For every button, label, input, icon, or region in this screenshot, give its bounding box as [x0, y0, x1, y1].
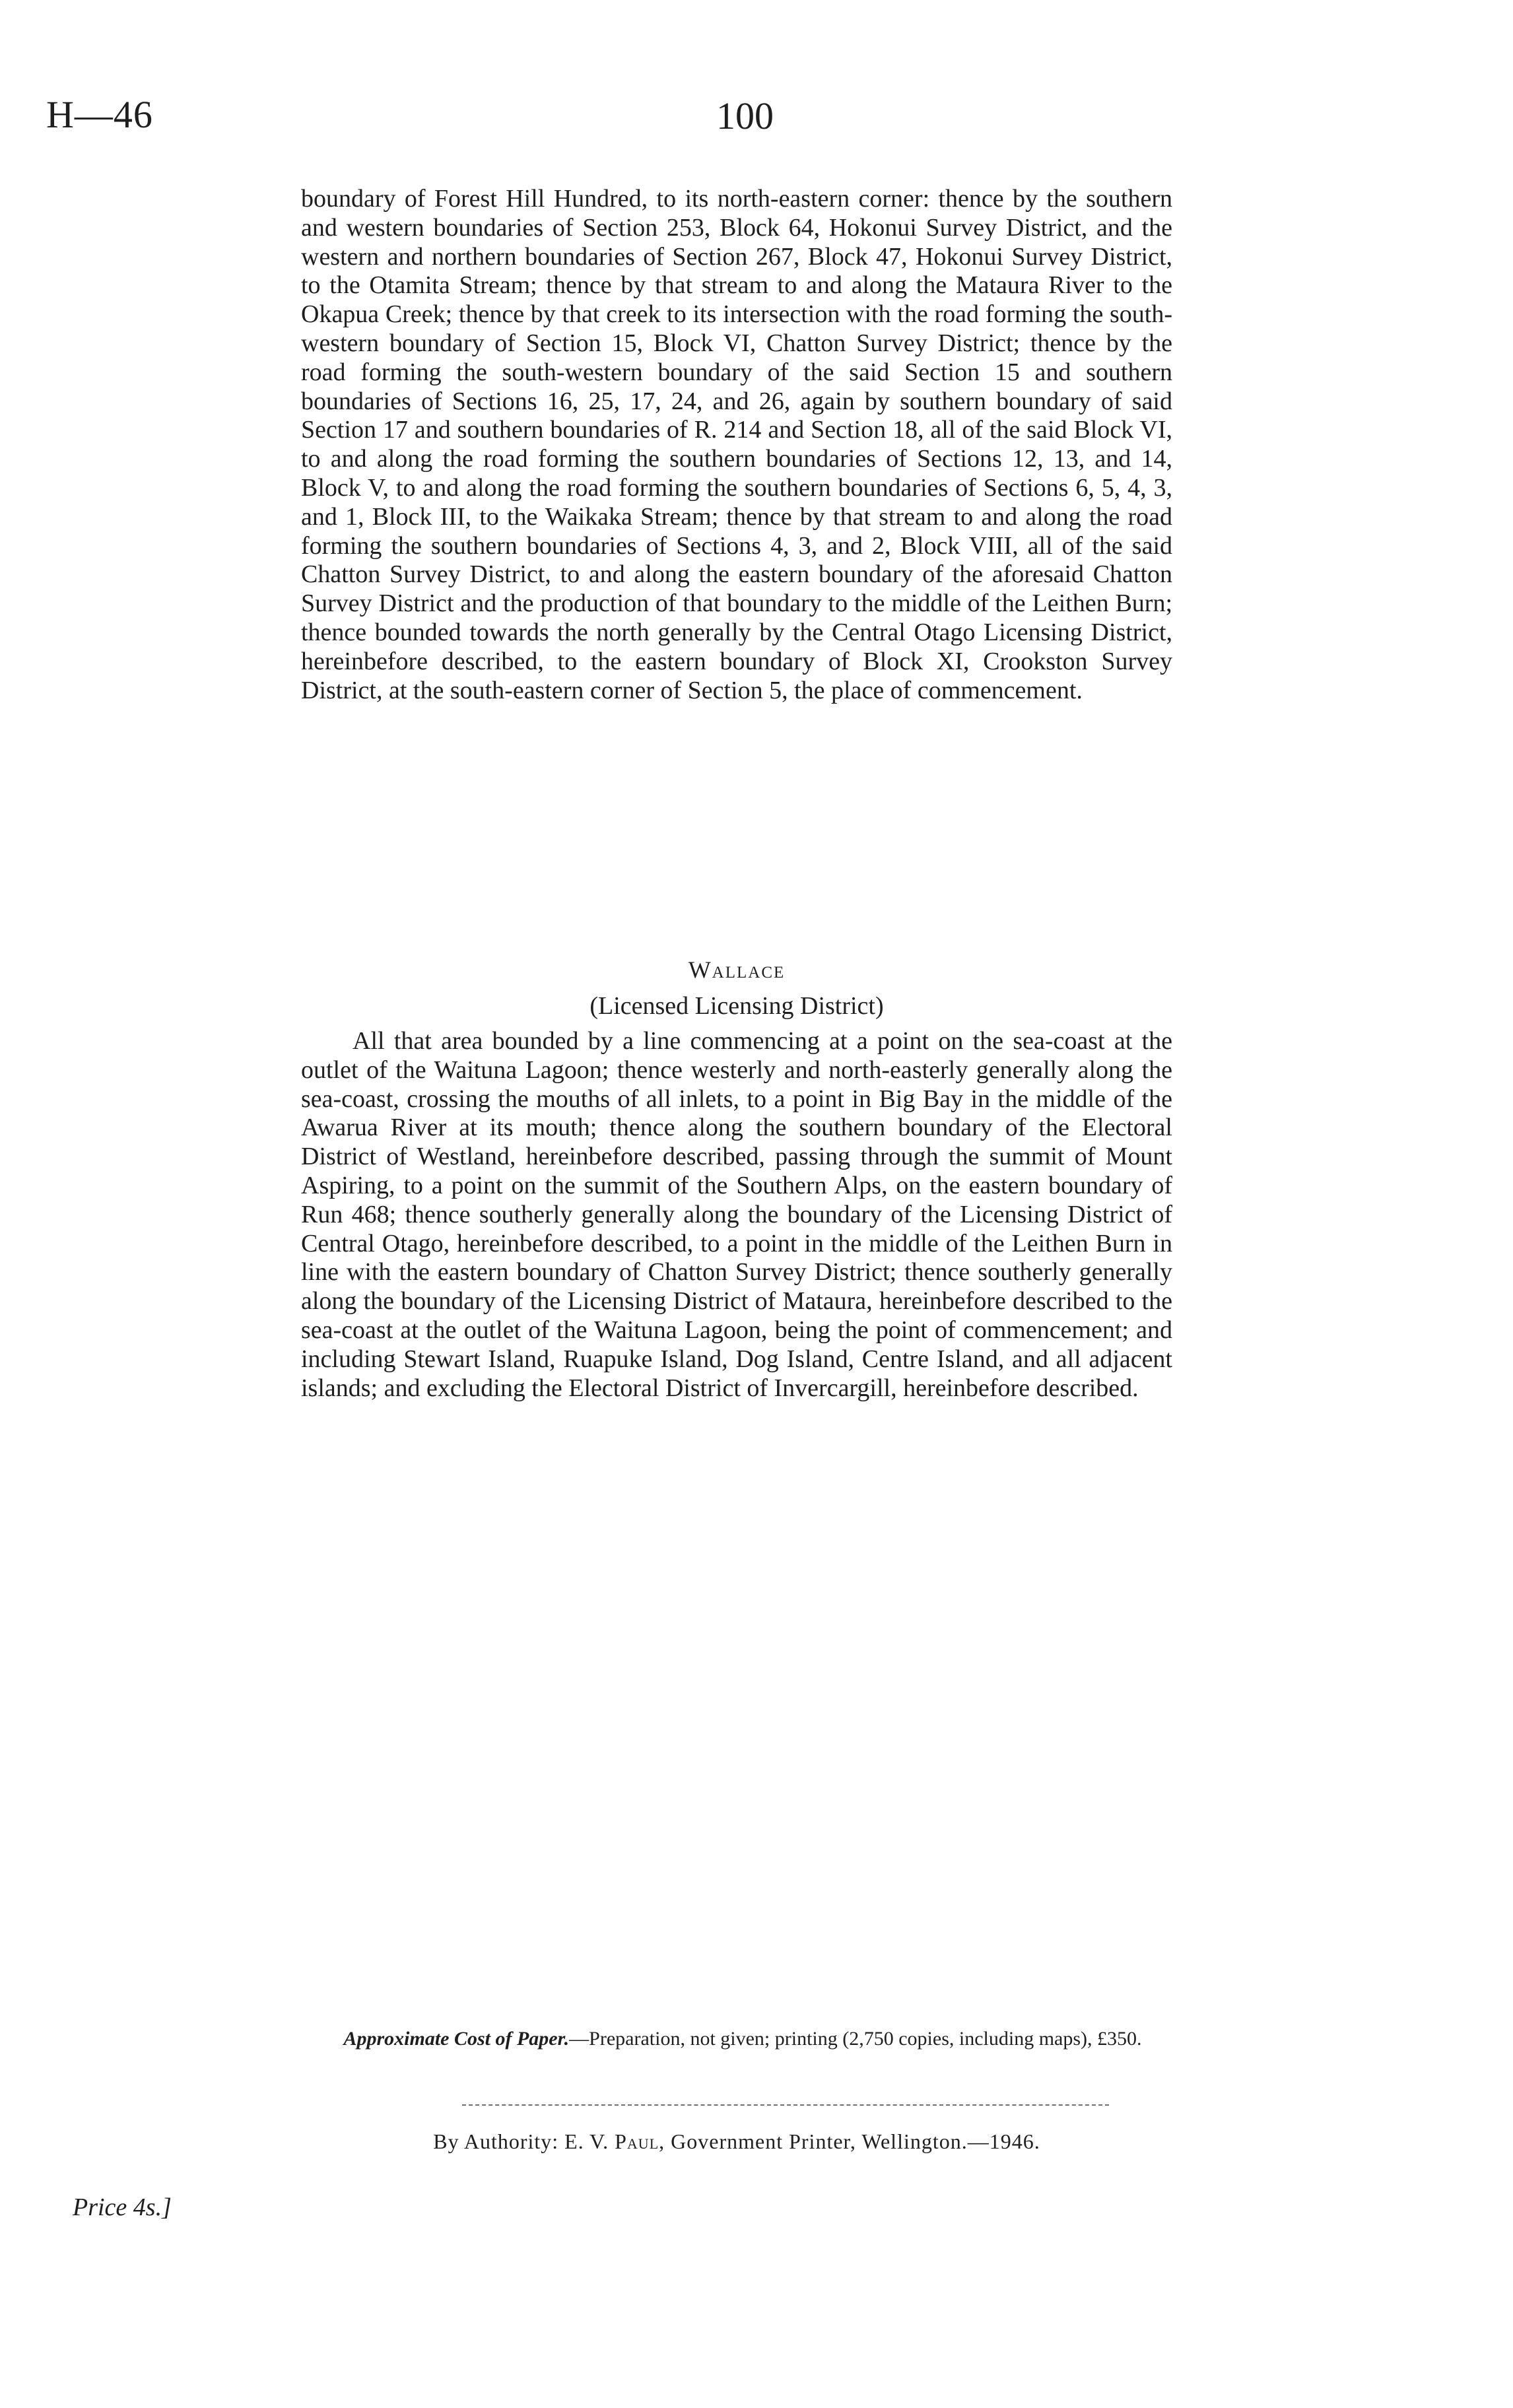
section-title: Wallace [688, 956, 786, 983]
continued-paragraph: boundary of Forest Hill Hundred, to its north-eastern corner: thence by the southern and western boundaries of Section 253, Block 64, Hokonui Survey District, and the western and northern boundaries of Section 267, Block 47, Hokonui Survey District, to the Otamita Stream; thence by that stream to and along the Mataura River to the Okapua Creek; thence by that creek to its intersection with the road forming the south-western boundary of Section 15, Block VI, Chatton Survey District; thence by the road forming the south-western boundary of the said Section 15 and southern boundaries of Sections 16, 25, 17, 24, and 26, again by southern boundary of said Section 17 and southern boundaries of R. 214 and Section 18, all of the said Block VI, to and along the road forming the southern boundaries of Sections 12, 13, and 14, Block V, to and along the road forming the southern boundaries of Sections 6, 5, 4, 3, and 1, Block III, to the Waikaka Stream; thence by that stream to and along the road forming the southern boundaries of Sections 4, 3, and 2, Block VIII, all of the said Chatton Survey District, to and along the eastern boundary of the aforesaid Chatton Survey District and the production of that boundary to the middle of the Leithen Burn; thence bounded towards the north generally by the Central Otago Licensing District, hereinbefore described, to the eastern boundary of Block XI, Crookston Survey District, at the south-eastern corner of Section 5, the place of commencement. [301, 185, 1172, 704]
section-subtitle: (Licensed Licensing District) [589, 992, 884, 1020]
section-body: All that area bounded by a line commencing at a point on the sea-coast at the outlet of the Waituna Lagoon; thence westerly and north-easterly generally along the sea-coast, crossing the mouths of all inlets, to a point in Big Bay in the middle of the Awarua River at its mouth; thence along the southern boundary of the Electoral District of Westland, hereinbefore described, passing through the summit of Mount Aspiring, to a point on the summit of the Southern Alps, on the eastern boundary of Run 468; thence southerly generally along the boundary of the Licensing District of Central Otago, hereinbefore described, to a point in the middle of the Leithen Burn in line with the eastern boundary of Chatton Survey District; thence southerly generally along the boundary of the Licensing District of Mataura, hereinbefore described to the sea-coast at the outlet of the Waituna Lagoon, being the point of commencement; and including Stewart Island, Ruapuke Island, Dog Island, Centre Island, and all adjacent islands; and excluding the Electoral District of Invercargill, hereinbefore described. [301, 1027, 1172, 1402]
authority-line [301, 2129, 1172, 2154]
printer-name: E. V. Paul, [564, 2129, 665, 2153]
cost-note [185, 2028, 1300, 2050]
paper-reference: H—46 [46, 93, 153, 136]
price-label: Price 4s.] [73, 2193, 172, 2221]
printer-details: Government Printer, Wellington.—1946. [671, 2129, 1040, 2153]
cost-label: Approximate Cost of Paper. [343, 2028, 570, 2050]
cost-text: —Preparation, not given; printing (2,750 copies, including maps), £350. [569, 2028, 1142, 2050]
authority-prefix: By Authority: [433, 2129, 559, 2153]
page-number: 100 [716, 94, 774, 137]
divider [462, 2104, 1109, 2106]
